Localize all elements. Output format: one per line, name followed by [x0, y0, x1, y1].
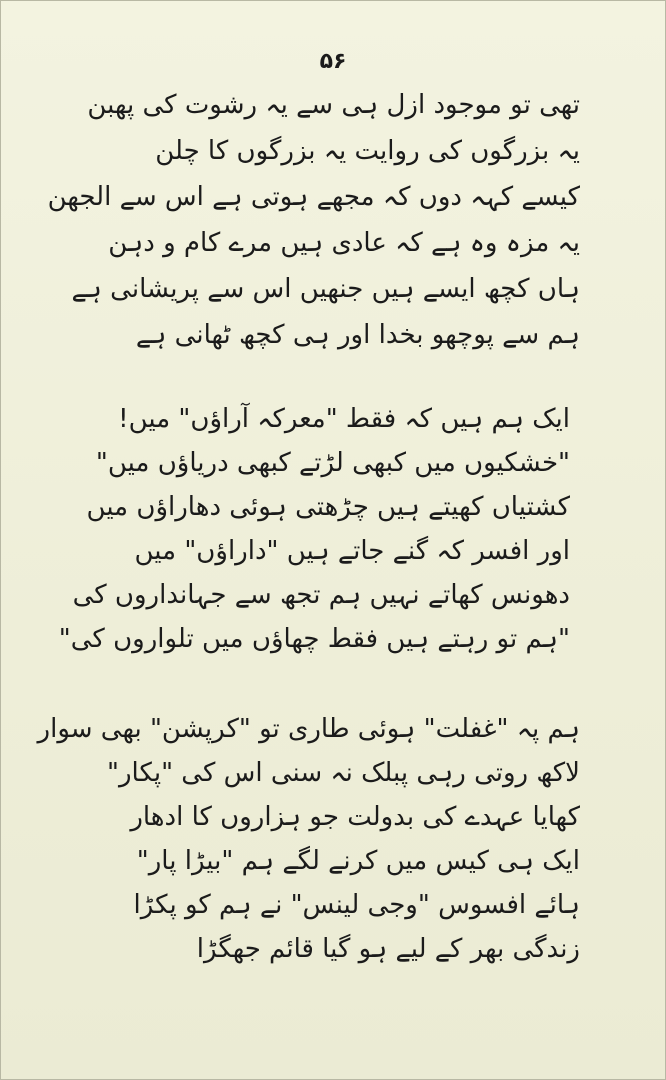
page-number: ۵۶	[319, 49, 347, 74]
verse-line: زندگی بھر کے لیے ہو گیا قائم جھگڑا	[196, 934, 580, 964]
verse-line: ہاں کچھ ایسے ہیں جنھیں اس سے پریشانی ہے	[71, 274, 580, 304]
verse-line: ہائے افسوس "وجی لینس" نے ہم کو پکڑا	[133, 890, 580, 920]
verse-line: ایک ہم ہیں کہ فقط "معرکہ آراؤں" میں!	[118, 404, 570, 434]
verse-line: "خشکیوں میں کبھی لڑتے کبھی دریاؤں میں"	[95, 448, 570, 478]
stanza-2	[58, 401, 570, 665]
verse-line: اور افسر کہ گنے جاتے ہیں "داراؤں" میں	[134, 536, 570, 566]
verse-line: کشتیاں کھیتے ہیں چڑھتی ہوئی دھاراؤں میں	[86, 492, 570, 522]
verse-line: "ہم تو رہتے ہیں فقط چھاؤں میں تلواروں کی"	[58, 624, 570, 654]
verse-line: ہم پہ "غفلت" ہوئی طاری تو "کرپشن" بھی سوار	[37, 714, 580, 744]
verse-line: یہ بزرگوں کی روایت یہ بزرگوں کا چلن	[155, 136, 580, 166]
stanza-3	[37, 711, 580, 975]
verse-line: کھایا عہدے کی بدولت جو ہزاروں کا ادھار	[130, 802, 580, 832]
verse-line: ہم سے پوچھو بخدا اور ہی کچھ ٹھانی ہے	[135, 320, 580, 350]
stanza-1	[47, 87, 580, 363]
verse-line: تھی تو موجود ازل ہی سے یہ رشوت کی پھبن	[87, 90, 580, 120]
verse-line: لاکھ روتی رہی پبلک نہ سنی اس کی "پکار"	[107, 758, 580, 788]
verse-line: دھونس کھاتے نہیں ہم تجھ سے جہانداروں کی	[72, 580, 570, 610]
verse-line: ایک ہی کیس میں کرنے لگے ہم "بیڑا پار"	[136, 846, 580, 876]
verse-line: کیسے کہہ دوں کہ مجھے ہوتی ہے اس سے الجھن	[47, 182, 580, 212]
verse-line: یہ مزہ وہ ہے کہ عادی ہیں مرے کام و دہن	[108, 228, 580, 258]
